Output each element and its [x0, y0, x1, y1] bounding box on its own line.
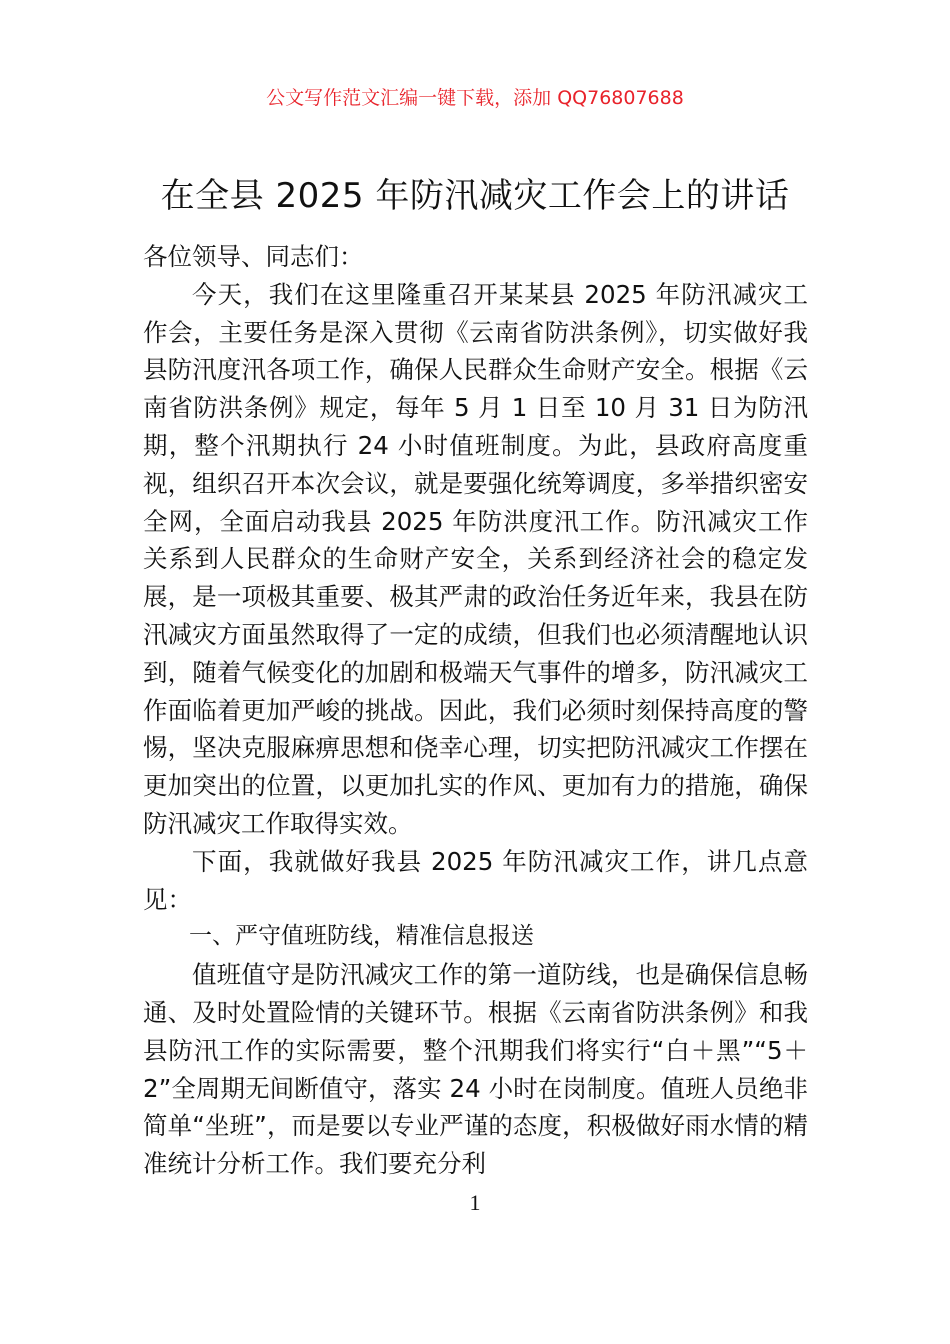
- document-title: 在全县 2025 年防汛减灾工作会上的讲话: [160, 176, 790, 216]
- salutation: 各位领导、同志们：: [143, 242, 364, 271]
- document-body: [143, 238, 808, 1183]
- paragraph-opening: 今天，我们在这里隆重召开某某县 2025 年防汛减灾工作会，主要任务是深入贯彻《云南省防洪条例》，切实做好我县防汛度汛各项工作，确保人民群众生命财产安全。根据《云南省防洪条例》规定，每年 5 月 1 日至 10 月 31 日为防汛期，整个汛期执行 24 小时值班制度。为此，县政府高度重视，组织召开本次会议，就是要强化统筹调度，多举措织密安全网，全面启动我县 2025 年防洪度汛工作。防汛减灾工作关系到人民群众的生命财产安全，关系到经济社会的稳定发展，是一项极其重要、极其严肃的政治任务近年来，我县在防汛减灾方面虽然取得了一定的成绩，但我们也必须清醒地认识到，随着气候变化的加剧和极端天气事件的增多，防汛减灾工作面临着更加严峻的挑战。因此，我们必须时刻保持高度的警惕，坚决克服麻痹思想和侥幸心理，切实把防汛减灾工作摆在更加突出的位置，以更加扎实的作风、更加有力的措施，确保防汛减灾工作取得实效。: [143, 279, 808, 838]
- page-number: 1: [469, 1190, 481, 1215]
- paragraph-transition: 下面，我就做好我县 2025 年防汛减灾工作，讲几点意见：: [143, 846, 808, 914]
- section-paragraph: 值班值守是防汛减灾工作的第一道防线，也是确保信息畅通、及时处置险情的关键环节。根据《云南省防洪条例》和我县防汛工作的实际需要，整个汛期我们将实行“白＋黑”“5＋2”全周期无间断值守，落实 24 小时在岗制度。值班人员绝非简单“坐班”，而是要以专业严谨的态度，积极做好雨水情的精准统计分析工作。我们要充分利: [143, 960, 808, 1179]
- section-heading: 一、严守值班防线，精准信息报送: [189, 923, 534, 950]
- download-banner: 公文写作范文汇编一键下载，添加 QQ76807688: [266, 87, 684, 109]
